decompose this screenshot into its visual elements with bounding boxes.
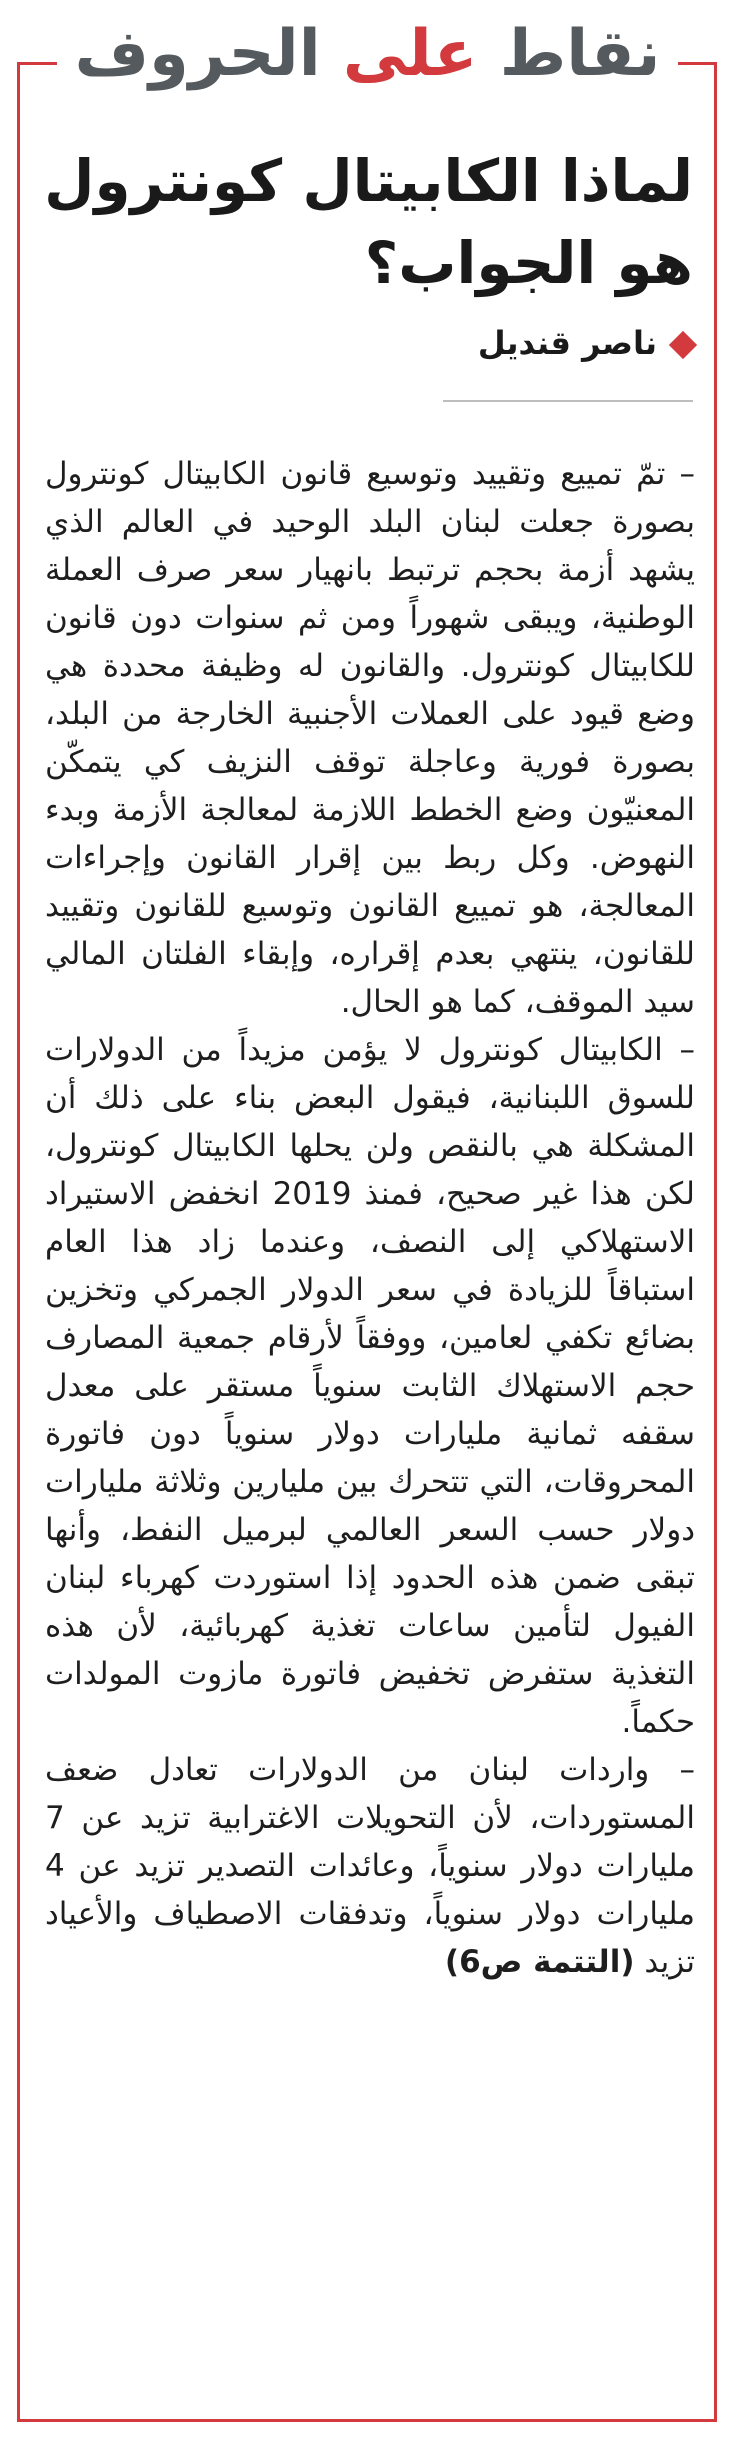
column-title <box>0 8 735 100</box>
continuation-note: (التتمة ص6) <box>444 1944 635 1980</box>
author-name: ناصر قنديل <box>477 324 657 362</box>
article-body <box>45 450 695 1986</box>
author-divider <box>443 400 693 402</box>
author-byline <box>478 318 693 368</box>
article-paragraph: – الكابيتال كونترول لا يؤمن مزيداً من الدولارات للسوق اللبنانية، فيقول البعض بناء على ذلك أن المشكلة هي بالنقص ولن يحلها الكابيتال كونترول، لكن هذا غير صحيح، فمنذ 2019 انخفض الاستيراد الاستهلاكي إلى النصف، وعندما زاد هذا العام استباقاً للزيادة في سعر الدولار الجمركي وتخزين بضائع تكفي لعامين، ووفقاً لأرقام جمعية المصارف حجم الاستهلاك الثابت سنوياً مستقر على معدل سقفه ثمانية مليارات دولار سنوياً دون فاتورة المحروقات، التي تتحرك بين مليارين وثلاثة مليارات دولار حسب السعر العالمي لبرميل النفط، وأنها تبقى ضمن هذه الحدود إذا استوردت كهرباء لبنان الفيول لتأمين ساعات تغذية كهربائية، لأن هذه التغذية ستفرض تخفيض فاتورة مازوت المولدات حكماً. <box>45 1032 695 1740</box>
article-paragraph: – تمّ تمييع وتقييد وتوسيع قانون الكابيتال كونترول بصورة جعلت لبنان البلد الوحيد في العالم الذي يشهد أزمة بحجم ترتبط بانهيار سعر صرف العملة الوطنية، ويبقى شهوراً ومن ثم سنوات دون قانون للكابيتال كونترول. والقانون له وظيفة محددة هي وضع قيود على العملات الأجنبية الخارجة من البلد، بصورة فورية وعاجلة توقف النزيف كي يتمكّن المعنيّون وضع الخطط اللازمة لمعالجة الأزمة وبدء النهوض. وكل ربط بين إقرار القانون وإجراءات المعالجة، هو تمييع القانون وتوسيع للقانون وتقييد للقانون، ينتهي بعدم إقراره، وإبقاء الفلتان المالي سيد الموقف، كما هو الحال. <box>45 456 695 1020</box>
article-headline: لماذا الكابيتال كونترول هو الجواب؟ <box>44 147 693 297</box>
column-title-part1: نقاط <box>477 17 661 91</box>
column-title-part2: على <box>342 17 478 91</box>
column-title-part3: الحروف <box>74 17 343 91</box>
column-header <box>0 0 735 120</box>
diamond-bullet-icon <box>669 331 697 359</box>
article-paragraph-text: – واردات لبنان من الدولارات تعادل ضعف المستوردات، لأن التحويلات الاغترابية تزيد عن 7 مليارات دولار سنوياً، وعائدات التصدير تزيد عن 4 مليارات دولار سنوياً، وتدفقات الاصطياف والأعياد تزيد <box>45 1752 695 1980</box>
article-paragraph <box>45 1746 695 1986</box>
